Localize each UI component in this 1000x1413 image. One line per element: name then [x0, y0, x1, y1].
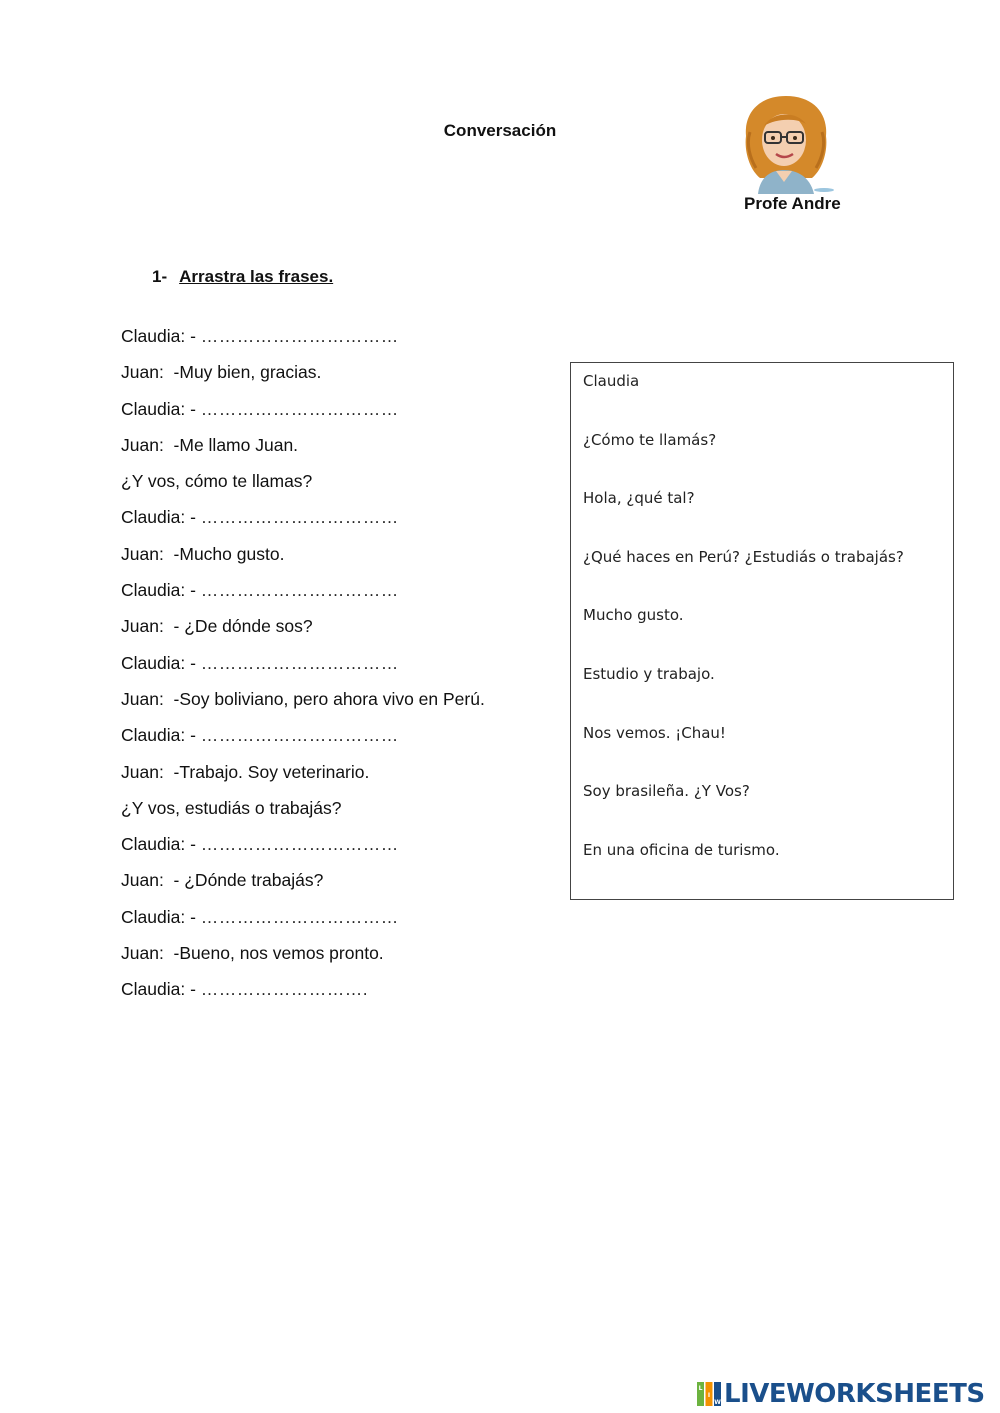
speaker-label: Juan: — [121, 543, 174, 564]
dialogue-list — [121, 326, 485, 1016]
speaker-label: Claudia: - — [121, 326, 201, 346]
dialogue-text: -Trabajo. Soy veterinario. — [173, 761, 370, 782]
draggable-phrase[interactable]: ¿Qué haces en Perú? ¿Estudiás o trabajás? — [583, 547, 904, 566]
draggable-phrase[interactable]: Soy brasileña. ¿Y Vos? — [583, 782, 750, 801]
teacher-avatar — [736, 92, 836, 194]
dialogue-line — [121, 435, 485, 471]
speaker-label: Claudia: - — [121, 979, 201, 1000]
phrase-bank-list — [583, 371, 904, 898]
answer-drop-zone[interactable]: …………………………… — [200, 725, 399, 746]
dialogue-text: -Soy boliviano, pero ahora vivo en Perú. — [173, 688, 485, 709]
speaker-label: Claudia: - — [121, 580, 201, 601]
dialogue-line — [121, 798, 485, 834]
speaker-label: Juan: — [121, 434, 174, 455]
answer-drop-zone[interactable]: ………………………. — [200, 979, 369, 1000]
dialogue-line — [121, 471, 485, 507]
dialogue-line — [121, 907, 485, 943]
liveworksheets-logo-text: LIVEWORKSHEETS — [724, 1379, 985, 1409]
liveworksheets-logo — [697, 1378, 985, 1410]
page-title: Conversación — [443, 121, 557, 140]
draggable-phrase[interactable]: Claudia — [583, 372, 640, 390]
dialogue-line — [121, 834, 485, 870]
dialogue-text: -Mucho gusto. — [173, 543, 285, 564]
speaker-label: Claudia: - — [121, 398, 201, 419]
answer-drop-zone[interactable]: …………………………… — [200, 326, 399, 346]
dialogue-line — [121, 616, 485, 652]
dialogue-line — [121, 362, 485, 398]
draggable-phrase[interactable]: Nos vemos. ¡Chau! — [583, 723, 726, 742]
speaker-label: Juan: — [121, 943, 174, 964]
phrase-bank — [570, 362, 954, 900]
dialogue-text: - ¿De dónde sos? — [173, 616, 313, 637]
dialogue-line — [121, 580, 485, 616]
dialogue-line — [121, 507, 485, 543]
speaker-label: Juan: — [121, 362, 174, 383]
draggable-phrase[interactable]: Estudio y trabajo. — [583, 664, 715, 683]
exercise-instruction — [152, 267, 333, 287]
svg-text:I: I — [707, 1392, 711, 1399]
dialogue-line — [121, 943, 485, 979]
teacher-name: Profe Andre — [744, 194, 841, 213]
exercise-number: 1- — [152, 267, 168, 286]
svg-text:W: W — [714, 1399, 721, 1406]
dialogue-line — [121, 653, 485, 689]
speaker-label: Juan: — [121, 688, 174, 709]
draggable-phrase[interactable]: Mucho gusto. — [583, 606, 684, 625]
speaker-label: Claudia: - — [121, 652, 201, 673]
answer-drop-zone[interactable]: …………………………… — [200, 398, 399, 419]
draggable-phrase[interactable]: En una oficina de turismo. — [583, 840, 780, 859]
answer-drop-zone[interactable]: …………………………… — [200, 652, 399, 673]
speaker-label: Juan: — [121, 870, 174, 891]
dialogue-line — [121, 326, 485, 362]
speaker-label: Juan: — [121, 761, 174, 782]
dialogue-line — [121, 725, 485, 761]
draggable-phrase[interactable]: ¿Cómo te llamás? — [583, 430, 717, 449]
dialogue-line — [121, 979, 485, 1015]
answer-drop-zone[interactable]: …………………………… — [200, 834, 399, 855]
dialogue-line — [121, 762, 485, 798]
dialogue-line — [121, 399, 485, 435]
answer-drop-zone[interactable]: …………………………… — [200, 906, 399, 927]
speaker-label: Claudia: - — [121, 834, 201, 855]
dialogue-text: - ¿Dónde trabajás? — [173, 870, 324, 891]
speaker-label: Claudia: - — [121, 725, 201, 746]
speaker-label: Claudia: - — [121, 906, 201, 927]
liveworksheets-logo-icon — [697, 1382, 721, 1406]
dialogue-text: -Muy bien, gracias. — [173, 362, 322, 383]
dialogue-text: -Bueno, nos vemos pronto. — [173, 943, 384, 964]
dialogue-line — [121, 870, 485, 906]
instruction-text: Arrastra las frases. — [179, 267, 334, 286]
dialogue-line — [121, 544, 485, 580]
svg-text:L: L — [698, 1385, 703, 1392]
speaker-label: Juan: — [121, 616, 174, 637]
dialogue-text: ¿Y vos, estudiás o trabajás? — [121, 797, 342, 818]
answer-drop-zone[interactable]: …………………………… — [200, 580, 399, 601]
speaker-label: Claudia: - — [121, 507, 201, 528]
answer-drop-zone[interactable]: …………………………… — [200, 507, 399, 528]
dialogue-line — [121, 689, 485, 725]
dialogue-text: -Me llamo Juan. — [173, 434, 299, 455]
dialogue-text: ¿Y vos, cómo te llamas? — [121, 471, 313, 492]
draggable-phrase[interactable]: Hola, ¿qué tal? — [583, 489, 695, 508]
